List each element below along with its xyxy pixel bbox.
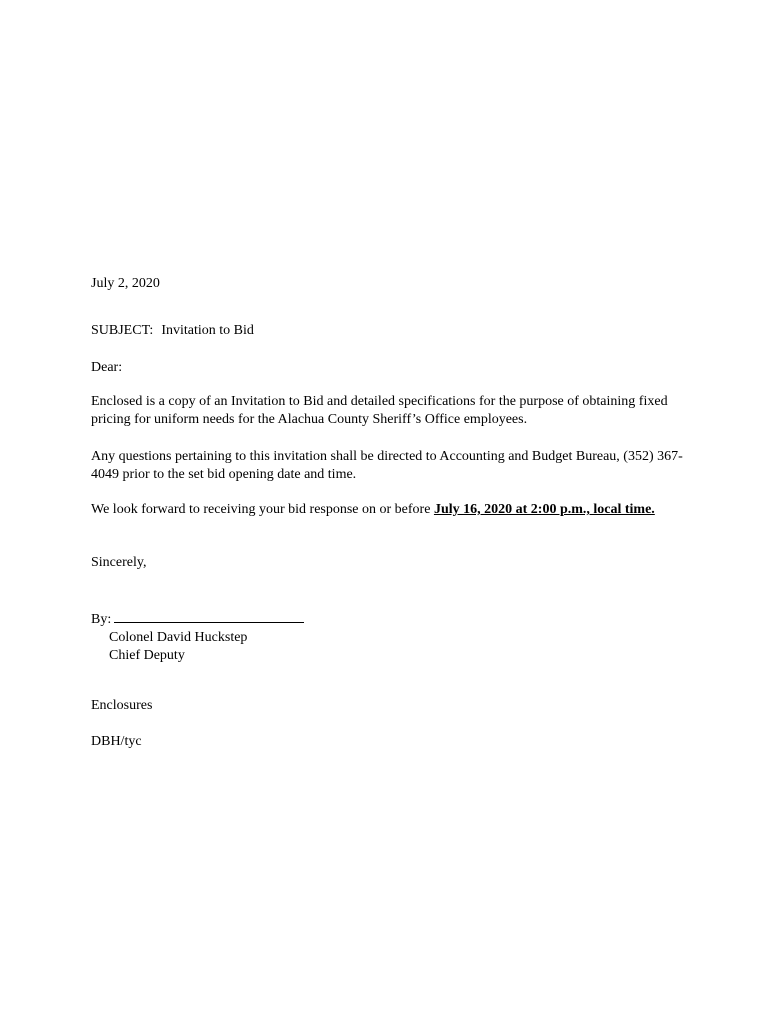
- letter-greeting: Dear:: [91, 360, 123, 375]
- subject-text: Invitation to Bid: [161, 323, 254, 338]
- body-paragraph-3: [91, 501, 691, 519]
- letter-closing: Sincerely,: [91, 555, 147, 570]
- signature-line: [114, 608, 304, 623]
- letter-date: July 2, 2020: [91, 276, 160, 291]
- body-paragraph-2: Any questions pertaining to this invitation shall be directed to Accounting and Budget Bureau, (352) 367-4049 prior to the set bid opening date and time.: [91, 449, 683, 482]
- subject-label: SUBJECT:: [91, 323, 154, 338]
- by-label: By:: [91, 612, 112, 627]
- reference-initials: DBH/tyc: [91, 734, 142, 749]
- bid-deadline: July 16, 2020 at 2:00 p.m., local time.: [433, 502, 655, 517]
- signer-name: Colonel David Huckstep: [109, 630, 248, 645]
- enclosures-note: Enclosures: [91, 698, 153, 713]
- letter-subject: [91, 322, 691, 340]
- body-paragraph-1: Enclosed is a copy of an Invitation to Bid and detailed specifications for the purpose of obtaining fixed pricing for uniform needs for the Alachua County Sheriff’s Office employees.: [91, 394, 668, 427]
- signature-block: [91, 608, 691, 665]
- signer-title: Chief Deputy: [109, 648, 185, 663]
- paragraph-3-lead: We look forward to receiving your bid response on or before: [91, 502, 431, 517]
